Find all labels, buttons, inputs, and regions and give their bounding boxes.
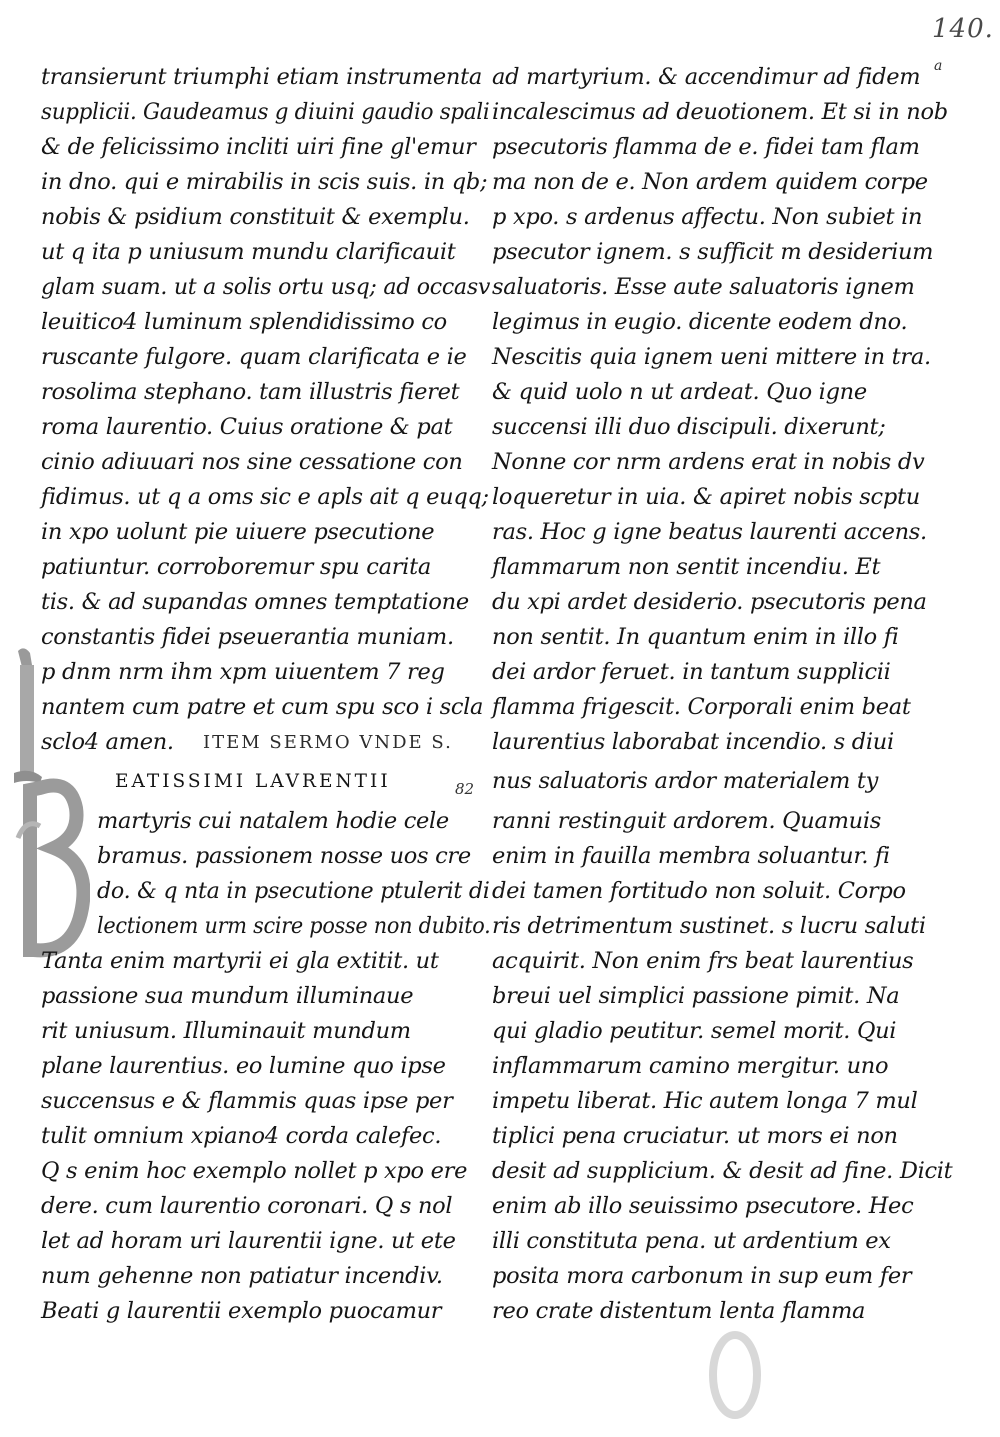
text-line: ranni restinguit ardorem. Quamuis	[492, 808, 881, 834]
text-line: Tanta enim martyrii ei gla extitit. ut	[41, 948, 439, 974]
text-line: flamma frigescit. Corporali enim beat	[492, 694, 911, 720]
text-line: cinio adiuuari nos sine cessatione con	[41, 449, 463, 475]
text-line: du xpi ardet desiderio. psecutoris pena	[492, 589, 927, 615]
text-line: enim in fauilla membra soluantur. fi	[492, 843, 890, 869]
text-line: glam suam. ut a solis ortu usq; ad occasv	[41, 274, 491, 300]
text-line: nus saluatoris ardor materialem ty	[492, 768, 879, 794]
text-line: lectionem urm scire posse non dubito.	[97, 913, 491, 939]
text-line: acquirit. Non enim frs beat laurentius	[492, 948, 914, 974]
text-line: succensi illi duo discipuli. dixerunt;	[492, 414, 886, 440]
text-line: saluatoris. Esse aute saluatoris ignem	[492, 274, 915, 300]
text-line: succensus e & flammis quas ipse per	[41, 1088, 453, 1114]
ink-blot-mark	[700, 1320, 770, 1430]
text-line: incalescimus ad deuotionem. Et si in nob	[492, 99, 948, 125]
text-line: bramus. passionem nosse uos cre	[97, 843, 471, 869]
text-line: nantem cum patre et cum spu sco i scla	[41, 694, 484, 720]
text-line: p xpo. s ardenus affectu. Non subiet in	[492, 204, 923, 230]
text-line: ras. Hoc g igne beatus laurenti accens.	[492, 519, 927, 545]
text-line: inflammarum camino mergitur. uno	[492, 1053, 889, 1079]
text-line: Q s enim hoc exemplo nollet p xpo ere	[41, 1158, 468, 1184]
text-line: dei ardor feruet. in tantum supplicii	[492, 659, 891, 685]
text-line: passione sua mundum illuminaue	[41, 983, 414, 1009]
text-line: martyris cui natalem hodie cele	[97, 808, 449, 834]
text-line: non sentit. In quantum enim in illo fi	[492, 624, 899, 650]
text-line: roma laurentio. Cuius oratione & pat	[41, 414, 453, 440]
text-line: transierunt triumphi etiam instrumenta	[41, 64, 482, 90]
text-line: psecutoris flamma de e. fidei tam flam	[492, 134, 920, 160]
text-line: breui uel simplici passione pimit. Na	[492, 983, 900, 1009]
text-line: plane laurentius. eo lumine quo ipse	[41, 1053, 446, 1079]
text-line: ruscante fulgore. quam clarificata e ie	[41, 344, 467, 370]
text-line: in xpo uolunt pie uiuere psecutione	[41, 519, 435, 545]
text-line: tis. & ad supandas omnes temptatione	[41, 589, 469, 615]
decorated-initial-b	[10, 778, 90, 958]
text-line: tiplici pena cruciatur. ut mors ei non	[492, 1123, 898, 1149]
text-line: supplicii. Gaudeamus g diuini gaudio spali	[41, 99, 490, 125]
text-line: leuitico4 luminum splendidissimo co	[41, 309, 447, 335]
margin-note-right: a	[934, 58, 943, 74]
text-line: flammarum non sentit incendiu. Et	[492, 554, 881, 580]
text-line: do. & q nta in psecutione ptulerit di	[97, 878, 490, 904]
text-line: fidimus. ut q a oms sic e apls ait q euqq;	[41, 484, 489, 510]
text-line: rit uniusum. Illuminauit mundum	[41, 1018, 411, 1044]
decorated-initial-i	[10, 645, 44, 785]
text-line: sclo4 amen.	[41, 729, 174, 755]
text-line: Nonne cor nrm ardens erat in nobis dv	[492, 449, 925, 475]
text-line: dei tamen fortitudo non soluit. Corpo	[492, 878, 906, 904]
text-line: rosolima stephano. tam illustris fieret	[41, 379, 460, 405]
text-line: Nescitis quia ignem ueni mittere in tra.	[492, 344, 931, 370]
text-line: num gehenne non patiatur incendiv.	[41, 1263, 443, 1289]
text-line: desit ad supplicium. & desit ad fine. Dicit	[492, 1158, 953, 1184]
margin-note-82: 82	[455, 780, 475, 798]
text-line: posita mora carbonum in sup eum fer	[492, 1263, 912, 1289]
text-line: p dnm nrm ihm xpm uiuentem 7 reg	[41, 659, 445, 685]
text-line: loqueretur in uia. & apiret nobis scptu	[492, 484, 920, 510]
text-line: ma non de e. Non ardem quidem corpe	[492, 169, 928, 195]
text-line: ris detrimentum sustinet. s lucru saluti	[492, 913, 926, 939]
text-line: psecutor ignem. s sufficit m desiderium	[492, 239, 934, 265]
text-line: patiuntur. corroboremur spu carita	[41, 554, 431, 580]
text-line: dere. cum laurentio coronari. Q s nol	[41, 1193, 453, 1219]
text-line: impetu liberat. Hic autem longa 7 mul	[492, 1088, 918, 1114]
text-line: nobis & psidium constituit & exemplu.	[41, 204, 470, 230]
text-line: constantis fidei pseuerantia muniam.	[41, 624, 454, 650]
page-number: 140.	[932, 14, 994, 44]
text-line: ad martyrium. & accendimur ad fidem	[492, 64, 921, 90]
text-line: tulit omnium xpiano4 corda calefec.	[41, 1123, 442, 1149]
text-line: qui gladio peutitur. semel morit. Qui	[492, 1018, 897, 1044]
text-line: laurentius laborabat incendio. s diui	[492, 729, 894, 755]
text-line: reo crate distentum lenta flamma	[492, 1298, 866, 1324]
text-line: ut q ita p uniusum mundu clarificauit	[41, 239, 456, 265]
text-line: legimus in eugio. dicente eodem dno.	[492, 309, 908, 335]
text-line: enim ab illo seuissimo psecutore. Hec	[492, 1193, 914, 1219]
text-line: & de felicissimo incliti uiri fine gl'emur	[41, 134, 476, 160]
text-line: let ad horam uri laurentii igne. ut ete	[41, 1228, 456, 1254]
text-line-caps: EATISSIMI LAVRENTII	[115, 771, 391, 792]
text-line: illi constituta pena. ut ardentium ex	[492, 1228, 891, 1254]
rubric-heading: ITEM SERMO VNDE S.	[203, 732, 453, 753]
text-line: in dno. qui e mirabilis in scis suis. in qb;	[41, 169, 488, 195]
text-line: & quid uolo n ut ardeat. Quo igne	[492, 379, 867, 405]
text-line: Beati g laurentii exemplo puocamur	[41, 1298, 442, 1324]
